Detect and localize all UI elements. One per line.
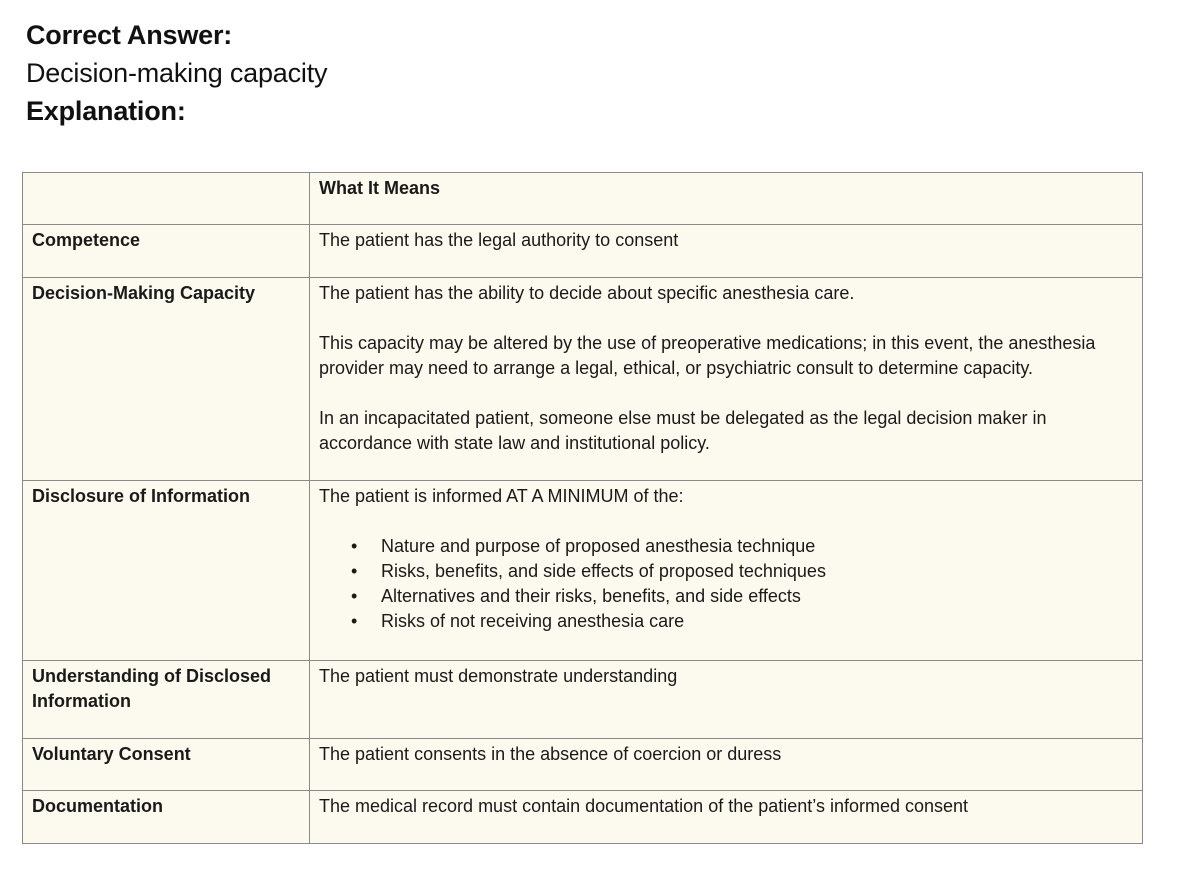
row-term: Voluntary Consent (23, 739, 310, 791)
row-meaning (310, 791, 1143, 844)
table-row (23, 481, 1143, 661)
row-term: Competence (23, 225, 310, 278)
list-item-text: Risks of not receiving anesthesia care (381, 611, 685, 631)
correct-answer-value: Decision-making capacity (26, 58, 328, 88)
explanation-label: Explanation: (26, 96, 186, 126)
bullet-icon: • (351, 536, 358, 556)
meaning-text: The patient must demonstrate understanding (319, 666, 678, 686)
row-term: Documentation (23, 791, 310, 844)
list-item (351, 559, 1133, 584)
disclosure-bullet-list (319, 534, 1133, 634)
row-meaning (310, 278, 1143, 481)
bullet-icon: • (351, 611, 358, 631)
meaning-text: The medical record must contain documentation of the patient’s informed consent (319, 796, 969, 816)
list-item (351, 609, 1133, 634)
row-meaning (310, 661, 1143, 739)
list-item-text: Alternatives and their risks, benefits, and side effects (381, 586, 801, 606)
list-item (351, 584, 1133, 609)
table-row (23, 791, 1143, 844)
row-term: Disclosure of Information (23, 481, 310, 661)
correct-answer-label: Correct Answer: (26, 20, 233, 50)
bullet-icon: • (351, 586, 358, 606)
informed-consent-table (22, 172, 1143, 844)
list-item-text: Nature and purpose of proposed anesthesia technique (381, 536, 816, 556)
meaning-text: This capacity may be altered by the use of preoperative medications; in this event, the anesthesia provider may need to arrange a legal, ethical, or psychiatric consult to determine capacity. (319, 333, 1096, 378)
row-term: Understanding of Disclosed Information (23, 661, 310, 739)
list-item (351, 534, 1133, 559)
row-term: Decision-Making Capacity (23, 278, 310, 481)
table-row (23, 278, 1143, 481)
header-cell-meaning: What It Means (310, 173, 1143, 225)
bullet-icon: • (351, 561, 358, 581)
meaning-text: The patient consents in the absence of coercion or duress (319, 744, 782, 764)
header-cell-term (23, 173, 310, 225)
meaning-text: The patient is informed AT A MINIMUM of the: (319, 486, 684, 506)
meaning-text: The patient has the ability to decide about specific anesthesia care. (319, 283, 855, 303)
table-row (23, 739, 1143, 791)
row-meaning (310, 739, 1143, 791)
row-meaning (310, 225, 1143, 278)
meaning-text: The patient has the legal authority to consent (319, 230, 679, 250)
table-header-row (23, 173, 1143, 225)
meaning-text: In an incapacitated patient, someone else must be delegated as the legal decision maker in accordance with state law and institutional policy. (319, 408, 1047, 453)
table-row (23, 661, 1143, 739)
list-item-text: Risks, benefits, and side effects of proposed techniques (381, 561, 826, 581)
answer-header (26, 16, 327, 130)
row-meaning (310, 481, 1143, 661)
table-row (23, 225, 1143, 278)
